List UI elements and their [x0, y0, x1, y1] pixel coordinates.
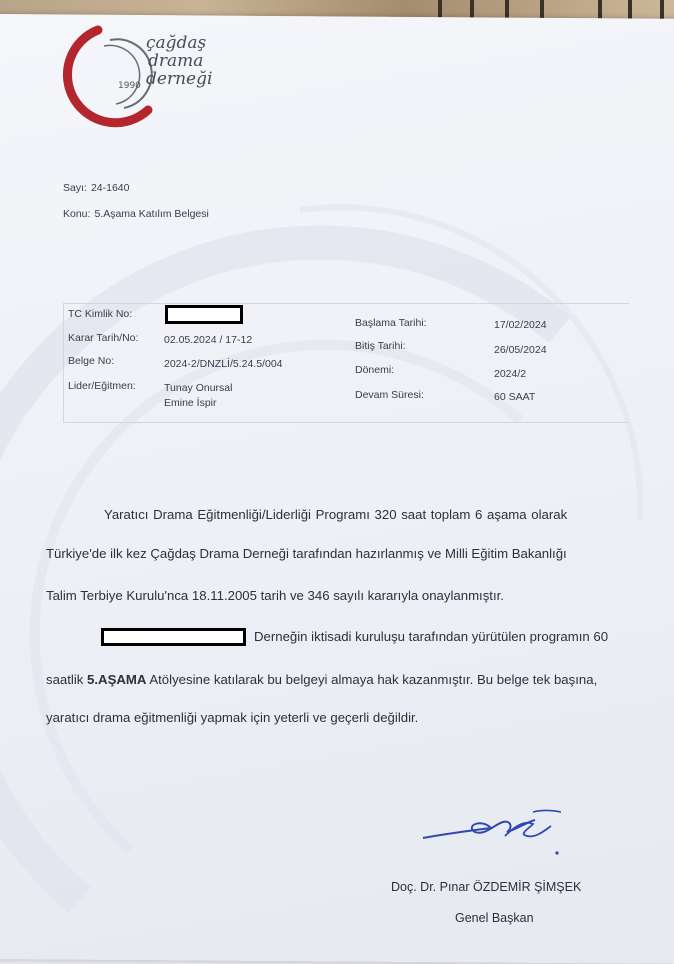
lider-value-2: Emine İspir — [164, 397, 217, 409]
tc-redaction — [165, 305, 243, 324]
sayi-label: Sayı: — [63, 182, 87, 194]
paragraph-2-line-1: Derneğin iktisadi kuruluşu tarafından yürütülen programın 60 — [254, 629, 609, 644]
devam-label: Devam Süresi: — [355, 389, 424, 401]
logo-year: 1990 — [118, 81, 141, 91]
paragraph-2-line-3: yaratıcı drama eğitmenliği yapmak için yeterli ve geçerli değildir. — [46, 710, 419, 725]
paragraph-1-line-1: Yaratıcı Drama Eğitmenliği/Liderliği Programı 320 saat toplam 6 aşama olarak — [104, 507, 568, 522]
tc-label: TC Kimlik No: — [68, 308, 133, 320]
belge-label: Belge No: — [68, 355, 115, 367]
stage-bold: 5.AŞAMA — [87, 672, 147, 687]
signer-title: Genel Başkan — [455, 911, 534, 925]
handwritten-signature — [415, 798, 575, 860]
konu-line — [63, 208, 209, 220]
konu-label: Konu: — [63, 208, 91, 220]
baslama-value: 17/02/2024 — [494, 319, 547, 331]
devam-value: 60 SAAT — [494, 391, 536, 403]
paragraph-1-line-2: Türkiye'de ilk kez Çağdaş Drama Derneği tarafından hazırlanmış ve Milli Eğitim Bakanlığı — [46, 546, 567, 561]
lider-value-1: Tunay Onursal — [164, 382, 233, 394]
lider-label: Lider/Eğitmen: — [68, 380, 136, 392]
belge-value: 2024-2/DNZLİ/5.24.5/004 — [164, 358, 283, 370]
donem-value: 2024/2 — [494, 368, 527, 380]
logo-wordmark: çağdaş drama derneği — [146, 33, 213, 89]
donem-label: Dönemi: — [355, 364, 395, 376]
karar-value: 02.05.2024 / 17-12 — [164, 334, 253, 346]
name-redaction — [101, 628, 246, 646]
bitis-label: Bitiş Tarihi: — [355, 340, 406, 352]
karar-label: Karar Tarih/No: — [68, 332, 139, 344]
paragraph-2-line-2: saatlik 5.AŞAMA Atölyesine katılarak bu belgeyi almaya hak kazanmıştır. Bu belge tek başına, — [46, 672, 598, 687]
signer-name: Doç. Dr. Pınar ÖZDEMİR ŞİMŞEK — [391, 880, 582, 894]
konu-value: 5.Aşama Katılım Belgesi — [94, 208, 209, 220]
paragraph-1-line-3: Talim Terbiye Kurulu'nca 18.11.2005 tarih ve 346 sayılı kararıyla onaylanmıştır. — [46, 588, 504, 603]
sayi-line — [63, 182, 129, 194]
baslama-label: Başlama Tarihi: — [355, 317, 427, 329]
sayi-value: 24-1640 — [90, 182, 130, 194]
bitis-value: 26/05/2024 — [494, 344, 547, 356]
